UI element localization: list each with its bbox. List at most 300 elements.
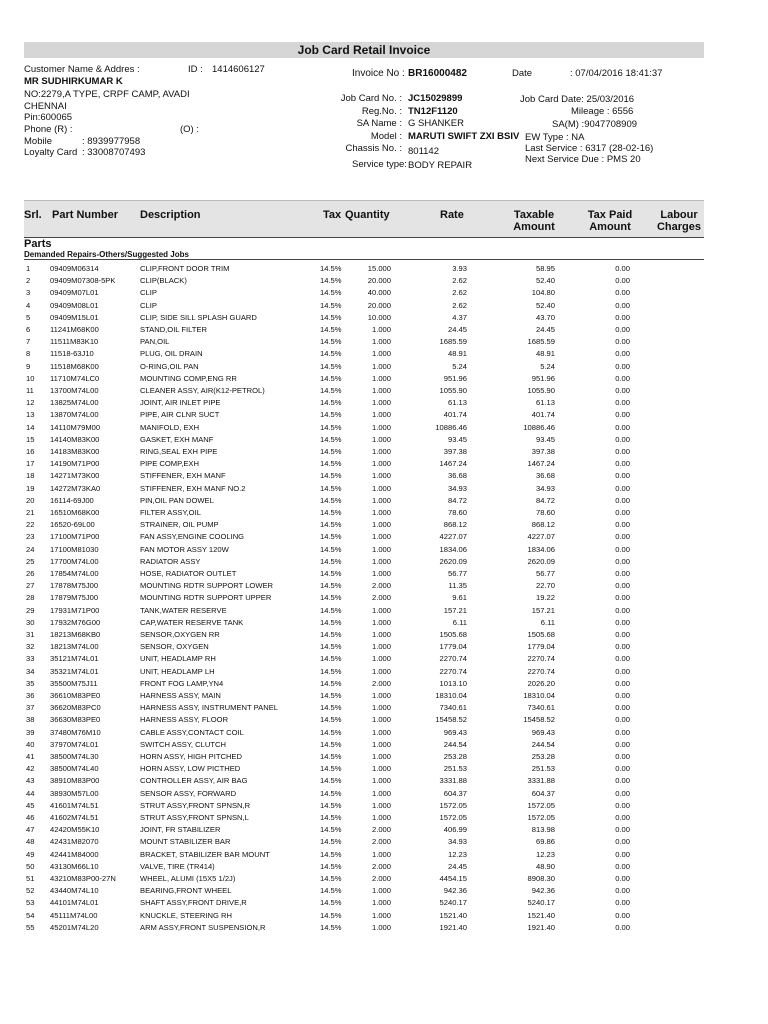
row-tax: 14.5%	[320, 739, 342, 749]
row-quantity: 1.000	[371, 556, 391, 566]
row-taxable-amount: 48.90	[535, 861, 555, 871]
row-tax-paid-amount: 0.00	[615, 642, 630, 652]
date-value: : 07/04/2016 18:41:37	[570, 68, 663, 79]
row-tax-paid-amount: 0.00	[615, 483, 630, 493]
col-labour: Labour Charges	[656, 209, 702, 233]
table-row	[0, 739, 768, 751]
row-tax: 14.5%	[320, 520, 342, 530]
row-tax-paid-amount: 0.00	[615, 800, 630, 810]
row-rate: 12.23	[447, 849, 467, 859]
row-quantity: 1.000	[371, 922, 391, 932]
row-description: HOSE, RADIATOR OUTLET	[140, 569, 237, 578]
row-description: PLUG, OIL DRAIN	[140, 349, 203, 359]
row-tax: 14.5%	[320, 886, 342, 896]
row-srl: 50	[26, 861, 35, 871]
row-quantity: 1.000	[371, 910, 391, 920]
row-tax: 14.5%	[320, 678, 342, 688]
row-tax: 14.5%	[320, 910, 342, 920]
table-row	[0, 641, 768, 653]
row-part-number: 36630M83PE0	[50, 715, 101, 725]
row-part-number: 13870M74L00	[50, 410, 99, 420]
row-tax-paid-amount: 0.00	[615, 471, 630, 481]
row-rate: 7340.61	[439, 703, 467, 713]
row-tax-paid-amount: 0.00	[615, 288, 630, 298]
row-tax-paid-amount: 0.00	[615, 691, 630, 700]
table-row	[0, 458, 768, 470]
table-row	[0, 373, 768, 385]
table-row	[0, 312, 768, 324]
row-part-number: 42431M82070	[50, 837, 99, 847]
row-tax: 14.5%	[320, 691, 342, 700]
row-description: FILTER ASSY,OIL	[140, 508, 201, 517]
model: MARUTI SWIFT ZXI BSIV	[408, 131, 520, 142]
row-description: PIPE, AIR CLNR SUCT	[140, 410, 220, 420]
row-description: CAP,WATER RESERVE TANK	[140, 617, 244, 627]
row-quantity: 1.000	[371, 532, 391, 542]
divider	[24, 237, 704, 238]
row-tax-paid-amount: 0.00	[615, 337, 630, 347]
table-row	[0, 629, 768, 641]
row-srl: 25	[26, 556, 35, 566]
row-quantity: 1.000	[371, 788, 391, 798]
row-srl: 42	[26, 764, 35, 774]
row-description: JOINT, AIR INLET PIPE	[140, 398, 221, 408]
row-taxable-amount: 43.70	[535, 312, 555, 322]
row-quantity: 1.000	[371, 434, 391, 444]
row-taxable-amount: 8908.30	[527, 874, 555, 883]
row-srl: 17	[26, 459, 35, 469]
row-description: CLIP,FRONT DOOR TRIM	[140, 264, 230, 273]
row-tax: 14.5%	[320, 922, 342, 932]
row-srl: 43	[26, 776, 35, 786]
row-tax: 14.5%	[320, 605, 342, 615]
row-description: SENSOR,OXYGEN RR	[140, 630, 220, 639]
row-description: HARNESS ASSY, INSTRUMENT PANEL	[140, 703, 278, 713]
row-tax-paid-amount: 0.00	[615, 703, 630, 713]
chassis-label: Chassis No. :	[345, 143, 402, 154]
customer-loyalty-label: Loyalty Card	[24, 147, 78, 158]
row-rate: 2.62	[452, 276, 467, 286]
row-rate: 942.36	[443, 886, 467, 896]
ew-type: EW Type : NA	[525, 132, 585, 143]
row-part-number: 14110M79M00	[50, 422, 101, 432]
table-row	[0, 446, 768, 458]
row-rate: 78.60	[447, 508, 467, 517]
row-description: HORN ASSY, HIGH PITCHED	[140, 752, 242, 761]
row-part-number: 37970M74L01	[50, 739, 99, 749]
row-description: STRUT ASSY,FRONT SPNSN,L	[140, 813, 249, 822]
row-part-number: 44101M74L01	[50, 898, 99, 908]
col-quantity: Quantity	[345, 209, 390, 221]
invoice-title: Job Card Retail Invoice	[24, 42, 704, 58]
row-tax: 14.5%	[320, 654, 342, 664]
row-quantity: 1.000	[371, 764, 391, 774]
customer-address-2: CHENNAI	[24, 101, 67, 112]
row-quantity: 1.000	[371, 544, 391, 554]
table-row	[0, 849, 768, 861]
row-quantity: 1.000	[371, 508, 391, 517]
row-srl: 14	[26, 422, 35, 432]
row-taxable-amount: 1572.05	[527, 800, 555, 810]
row-tax-paid-amount: 0.00	[615, 556, 630, 566]
row-tax-paid-amount: 0.00	[615, 422, 630, 432]
row-tax-paid-amount: 0.00	[615, 398, 630, 408]
row-part-number: 16114-69J00	[50, 495, 94, 505]
row-taxable-amount: 6.11	[540, 617, 555, 627]
row-tax: 14.5%	[320, 715, 342, 725]
table-row	[0, 336, 768, 348]
row-tax-paid-amount: 0.00	[615, 495, 630, 505]
col-srl: Srl.	[24, 209, 42, 221]
row-part-number: 11511M83K10	[50, 337, 99, 347]
row-quantity: 2.000	[371, 874, 391, 883]
row-rate: 1572.05	[439, 800, 467, 810]
row-tax-paid-amount: 0.00	[615, 361, 630, 371]
row-tax-paid-amount: 0.00	[615, 520, 630, 530]
row-part-number: 16520-69L00	[50, 520, 95, 530]
row-description: HARNESS ASSY, FLOOR	[140, 715, 229, 725]
date-label: Date	[512, 68, 533, 79]
col-description: Description	[140, 209, 201, 221]
row-srl: 55	[26, 922, 35, 932]
row-tax-paid-amount: 0.00	[615, 788, 630, 798]
row-rate: 18310.04	[435, 691, 467, 700]
customer-label: Customer Name & Addres :	[24, 64, 140, 75]
row-taxable-amount: 18310.04	[523, 691, 555, 700]
table-row	[0, 568, 768, 580]
table-row	[0, 580, 768, 592]
row-quantity: 10.000	[367, 312, 391, 322]
row-description: SENSOR ASSY, FORWARD	[140, 788, 237, 798]
row-rate: 24.45	[447, 325, 467, 334]
row-rate: 11.35	[448, 581, 467, 591]
row-quantity: 1.000	[371, 349, 391, 359]
row-description: CLIP(BLACK)	[140, 276, 187, 286]
table-row	[0, 678, 768, 690]
row-srl: 31	[26, 630, 35, 639]
job-card-no-label: Job Card No. :	[340, 93, 402, 104]
row-srl: 51	[26, 874, 35, 883]
row-tax: 14.5%	[320, 800, 342, 810]
customer-loyalty-value: : 33008707493	[82, 147, 146, 158]
row-tax-paid-amount: 0.00	[615, 922, 630, 932]
row-tax-paid-amount: 0.00	[615, 569, 630, 578]
row-tax: 14.5%	[320, 349, 342, 359]
row-taxable-amount: 251.53	[531, 764, 555, 774]
service-type-label: Service type:	[352, 159, 407, 170]
row-quantity: 2.000	[371, 678, 391, 688]
row-description: JOINT, FR STABILIZER	[140, 825, 221, 835]
service-type: BODY REPAIR	[408, 160, 473, 171]
table-row	[0, 714, 768, 726]
row-rate: 4227.07	[439, 532, 467, 542]
row-taxable-amount: 58.95	[535, 264, 555, 273]
row-tax: 14.5%	[320, 495, 342, 505]
row-quantity: 1.000	[371, 447, 391, 456]
row-part-number: 35321M74L01	[50, 666, 99, 676]
row-description: SHAFT ASSY,FRONT DRIVE,R	[140, 898, 247, 908]
row-srl: 10	[26, 373, 35, 383]
row-tax-paid-amount: 0.00	[615, 447, 630, 456]
row-description: MOUNTING RDTR SUPPORT LOWER	[140, 581, 274, 591]
row-srl: 52	[26, 886, 35, 896]
customer-address-1: NO:2279,A TYPE, CRPF CAMP, AVADI	[24, 89, 190, 100]
row-quantity: 2.000	[371, 581, 391, 591]
row-tax-paid-amount: 0.00	[615, 898, 630, 908]
row-part-number: 17879M75J00	[50, 593, 99, 603]
row-part-number: 14183M83K00	[50, 447, 100, 456]
row-part-number: 45111M74L00	[50, 910, 98, 920]
row-part-number: 09409M06314	[50, 264, 99, 273]
row-tax: 14.5%	[320, 532, 342, 542]
row-description: SWITCH ASSY, CLUTCH	[140, 739, 226, 749]
table-row	[0, 653, 768, 665]
row-quantity: 1.000	[371, 386, 391, 395]
row-rate: 2.62	[452, 288, 467, 298]
row-quantity: 1.000	[371, 752, 391, 761]
row-srl: 34	[26, 666, 35, 676]
model-label: Model :	[370, 131, 402, 142]
row-srl: 9	[26, 361, 31, 371]
table-row	[0, 324, 768, 336]
row-taxable-amount: 61.13	[535, 398, 555, 408]
row-part-number: 14140M83K00	[50, 434, 100, 444]
row-srl: 2	[26, 276, 31, 286]
row-taxable-amount: 5.24	[540, 361, 555, 371]
table-row	[0, 422, 768, 434]
row-quantity: 1.000	[371, 739, 391, 749]
row-tax: 14.5%	[320, 617, 342, 627]
row-tax: 14.5%	[320, 264, 342, 273]
row-part-number: 35121M74L01	[50, 654, 99, 664]
row-rate: 1572.05	[439, 813, 467, 822]
col-taxable: Taxable Amount	[513, 209, 555, 233]
row-srl: 41	[26, 752, 35, 761]
row-taxable-amount: 157.21	[531, 605, 555, 615]
row-description: CLIP	[140, 300, 157, 310]
row-description: PIN,OIL PAN DOWEL	[140, 495, 214, 505]
row-rate: 4.37	[452, 312, 467, 322]
row-tax-paid-amount: 0.00	[615, 593, 630, 603]
row-taxable-amount: 244.54	[531, 739, 555, 749]
row-rate: 3.93	[452, 264, 467, 273]
row-taxable-amount: 1685.59	[527, 337, 555, 347]
row-rate: 604.37	[443, 788, 467, 798]
row-taxable-amount: 24.45	[535, 325, 555, 334]
row-taxable-amount: 22.70	[535, 581, 555, 591]
row-description: PAN,OIL	[140, 337, 170, 347]
row-srl: 4	[26, 300, 31, 310]
row-srl: 47	[26, 825, 35, 835]
invoice-no: BR16000482	[408, 68, 467, 79]
row-rate: 48.91	[447, 349, 467, 359]
row-taxable-amount: 69.86	[535, 837, 555, 847]
row-taxable-amount: 2026.20	[527, 678, 555, 688]
row-part-number: 17700M74L00	[50, 556, 99, 566]
table-row	[0, 507, 768, 519]
row-srl: 40	[26, 739, 35, 749]
row-quantity: 1.000	[371, 715, 391, 725]
row-rate: 1013.10	[439, 678, 467, 688]
row-taxable-amount: 2620.09	[527, 556, 555, 566]
table-row	[0, 287, 768, 299]
customer-pin: Pin:600065	[24, 112, 73, 123]
row-quantity: 1.000	[371, 898, 391, 908]
row-quantity: 1.000	[371, 727, 391, 737]
row-quantity: 2.000	[371, 825, 391, 835]
row-part-number: 17100M71P00	[50, 532, 100, 542]
row-tax-paid-amount: 0.00	[615, 654, 630, 664]
row-rate: 2270.74	[439, 654, 467, 664]
row-srl: 12	[26, 398, 35, 408]
table-row	[0, 861, 768, 873]
row-quantity: 1.000	[371, 800, 391, 810]
row-rate: 1055.90	[439, 386, 467, 395]
row-quantity: 1.000	[371, 886, 391, 896]
row-description: MOUNT STABILIZER BAR	[140, 837, 231, 847]
row-rate: 61.13	[447, 398, 467, 408]
row-description: FAN ASSY,ENGINE COOLING	[140, 532, 245, 542]
row-part-number: 09409M07308-5PK	[50, 276, 116, 286]
row-taxable-amount: 5240.17	[527, 898, 555, 908]
row-srl: 24	[26, 544, 35, 554]
row-tax-paid-amount: 0.00	[615, 666, 630, 676]
row-description: CLIP, SIDE SILL SPLASH GUARD	[140, 312, 257, 322]
row-description: RING,SEAL EXH PIPE	[140, 447, 218, 456]
section-parts: Parts	[24, 238, 52, 250]
row-rate: 1779.04	[439, 642, 467, 652]
row-description: KNUCKLE, STEERING RH	[140, 910, 232, 920]
row-description: UNIT, HEADLAMP RH	[140, 654, 216, 664]
next-service-due: Next Service Due : PMS 20	[525, 154, 641, 165]
table-row	[0, 483, 768, 495]
row-rate: 4454.15	[439, 874, 467, 883]
row-taxable-amount: 19.22	[535, 593, 555, 603]
row-rate: 9.61	[452, 593, 467, 603]
table-row	[0, 385, 768, 397]
sa-mobile: SA(M) :9047708909	[552, 119, 638, 130]
row-rate: 253.28	[443, 752, 467, 761]
row-description: CONTROLLER ASSY, AIR BAG	[140, 776, 248, 786]
row-rate: 1521.40	[439, 910, 467, 920]
row-quantity: 1.000	[371, 776, 391, 786]
row-tax-paid-amount: 0.00	[615, 739, 630, 749]
row-taxable-amount: 7340.61	[527, 703, 555, 713]
customer-mobile-value: : 8939977958	[82, 136, 141, 147]
row-description: WHEEL, ALUMI (15X5 1/2J)	[140, 874, 236, 883]
row-srl: 11	[26, 386, 34, 395]
row-tax-paid-amount: 0.00	[615, 776, 630, 786]
row-rate: 951.96	[443, 373, 467, 383]
customer-mobile-label: Mobile	[24, 136, 52, 147]
row-quantity: 40.000	[367, 288, 391, 298]
row-quantity: 1.000	[371, 617, 391, 627]
row-part-number: 17100M81030	[50, 544, 99, 554]
row-taxable-amount: 1055.90	[527, 386, 555, 395]
table-row	[0, 910, 768, 922]
row-tax: 14.5%	[320, 447, 342, 456]
row-quantity: 1.000	[371, 605, 391, 615]
row-taxable-amount: 78.60	[535, 508, 555, 517]
reg-no-label: Reg.No. :	[361, 106, 402, 117]
row-tax: 14.5%	[320, 593, 342, 603]
row-part-number: 41602M74L51	[50, 813, 99, 822]
row-description: ARM ASSY,FRONT SUSPENSION,R	[140, 922, 266, 932]
table-row	[0, 300, 768, 312]
subsection-title: Demanded Repairs-Others/Suggested Jobs	[24, 250, 189, 259]
row-description: SENSOR, OXYGEN	[140, 642, 209, 652]
row-part-number: 42420M55K10	[50, 825, 100, 835]
row-part-number: 43440M74L10	[50, 886, 99, 896]
table-row	[0, 470, 768, 482]
row-description: HARNESS ASSY, MAIN	[140, 691, 221, 700]
row-rate: 251.53	[443, 764, 467, 774]
table-row	[0, 592, 768, 604]
table-row	[0, 495, 768, 507]
table-row	[0, 690, 768, 702]
row-taxable-amount: 15458.52	[523, 715, 555, 725]
row-tax: 14.5%	[320, 630, 342, 639]
row-tax-paid-amount: 0.00	[615, 886, 630, 896]
row-taxable-amount: 1572.05	[527, 813, 555, 822]
row-description: GASKET, EXH MANF	[140, 434, 214, 444]
row-quantity: 1.000	[371, 410, 391, 420]
row-taxable-amount: 52.40	[535, 276, 555, 286]
row-srl: 16	[26, 447, 35, 456]
row-description: STIFFENER, EXH MANF NO.2	[140, 483, 246, 493]
row-quantity: 20.000	[367, 276, 391, 286]
row-rate: 93.45	[447, 434, 467, 444]
row-quantity: 1.000	[371, 691, 391, 700]
row-taxable-amount: 397.38	[531, 447, 555, 456]
reg-no: TN12F1120	[408, 106, 458, 117]
row-srl: 38	[26, 715, 35, 725]
table-row	[0, 775, 768, 787]
row-tax-paid-amount: 0.00	[615, 874, 630, 883]
row-tax-paid-amount: 0.00	[615, 752, 630, 761]
row-quantity: 1.000	[371, 398, 391, 408]
row-rate: 6.11	[452, 617, 467, 627]
job-card-no: JC15029899	[408, 93, 463, 104]
row-rate: 84.72	[447, 495, 467, 505]
row-quantity: 1.000	[371, 337, 391, 347]
row-tax: 14.5%	[320, 312, 342, 322]
row-part-number: 17854M74L00	[50, 569, 99, 578]
row-quantity: 15.000	[367, 264, 391, 273]
table-row	[0, 544, 768, 556]
row-taxable-amount: 868.12	[531, 520, 555, 530]
row-taxable-amount: 10886.46	[523, 422, 555, 432]
row-tax-paid-amount: 0.00	[615, 373, 630, 383]
row-tax: 14.5%	[320, 300, 342, 310]
row-quantity: 1.000	[371, 630, 391, 639]
row-rate: 406.99	[443, 825, 467, 835]
row-tax: 14.5%	[320, 398, 342, 408]
row-rate: 2620.09	[439, 556, 467, 566]
row-srl: 30	[26, 617, 35, 627]
row-part-number: 09409M08L01	[50, 300, 99, 310]
row-srl: 27	[26, 581, 35, 591]
table-row	[0, 409, 768, 421]
row-rate: 244.54	[443, 739, 467, 749]
row-srl: 7	[26, 337, 31, 347]
row-tax-paid-amount: 0.00	[615, 630, 630, 639]
row-description: MOUNTING COMP,ENG RR	[140, 373, 237, 383]
row-srl: 48	[26, 837, 35, 847]
row-quantity: 1.000	[371, 361, 391, 371]
row-rate: 2270.74	[439, 666, 467, 676]
row-tax-paid-amount: 0.00	[615, 813, 630, 822]
